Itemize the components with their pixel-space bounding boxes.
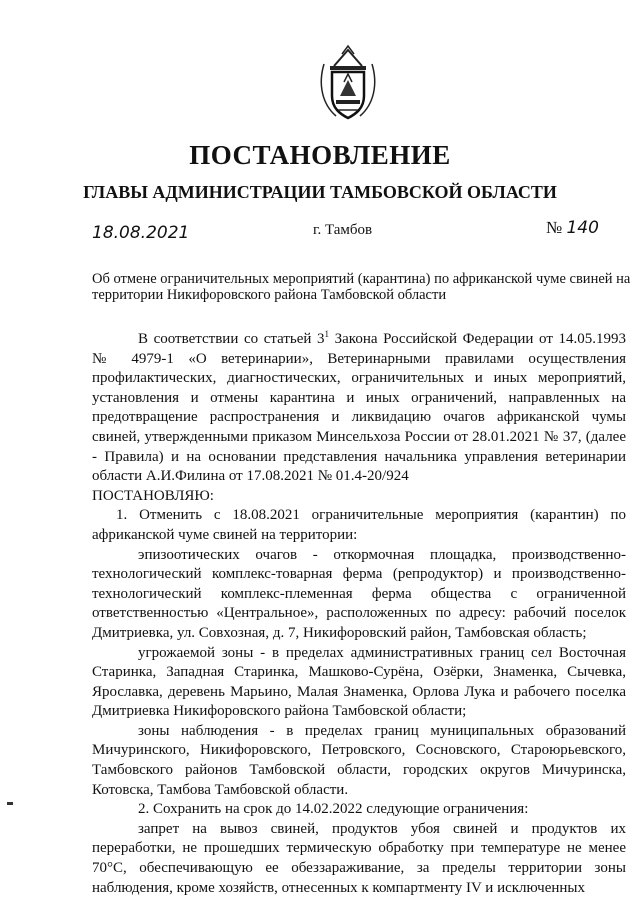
number-value: 140 [566, 218, 599, 238]
document-title: ПОСТАНОВЛЕНИЕ [189, 140, 451, 170]
document-city: г. Тамбов [313, 222, 373, 238]
number-prefix: № [546, 218, 563, 237]
preamble-start: В соответствии со статьей 3 [138, 331, 325, 347]
item-1-epizootic-foci: эпизоотических очагов - откормочная площадка, производственно-технологический комплекс-товарная ферма (репродуктор) и производственно-технологический комплекс-племенная ферма общества с ограниченной ответственностью «Центральное», расположенных по адресу: рабочий поселок Дмитриевка, ул. Совхозная, д. 7, Никифоровский район, Тамбовская область; [92, 546, 626, 641]
document-body [92, 330, 626, 898]
item-1: 1. Отменить с 18.08.2021 ограничительные мероприятия (карантин) по африканской чуме свиней на территории: [92, 507, 626, 543]
article-superscript: 1 [324, 329, 330, 339]
item-1-observation-zone: зоны наблюдения - в пределах границ муниципальных образований Мичуринского, Никифоровского, Петровского, Сосновского, Староюрьевского, Тамбовского районов Тамбовской области, городских округов Мичуринска, Котовска, Тамбова Тамбовской области. [92, 722, 626, 798]
document-date: 18.08.2021 [92, 223, 190, 243]
issuing-authority: ГЛАВЫ АДМИНИСТРАЦИИ ТАМБОВСКОЙ ОБЛАСТИ [83, 182, 557, 202]
document-number [546, 218, 599, 238]
document-subject: Об отмене ограничительных мероприятий (карантина) по африканской чуме свиней на территории Никифоровского района Тамбовской области [92, 271, 631, 303]
scan-mark [7, 802, 13, 805]
item-2: 2. Сохранить на срок до 14.02.2022 следующие ограничения: [138, 801, 529, 818]
preamble-paragraph [92, 330, 626, 487]
item-2-export-ban: запрет на вывоз свиней, продуктов убоя свиней и продуктов их переработки, не прошедших термическую обработку при температуре не менее 70°С, обеспечивающую ее обеззараживание, за пределы территории зоны наблюдения, кроме хозяйств, отнесенных к компартменту IV и исключенных [92, 820, 626, 896]
decree-heading: ПОСТАНОВЛЯЮ: [92, 487, 214, 504]
preamble-rest: Закона Российской Федерации от 14.05.1993 № 4979-1 «О ветеринарии», Ветеринарными правилами осуществления профилактических, диагностических, ограничительных и иных мероприятий, установления и отмены карантина и иных ограничений, направленных на предотвращение распространения и ликвидацию очагов африканской чумы свиней, утвержденными приказом Минсельхоза России от 28.01.2021 № 37, (далее - Правила) и на основании представления начальника управления ветеринарии области А.И.Филина от 17.08.2021 № 01.4-20/924 [92, 331, 626, 485]
item-1-threatened-zone: угрожаемой зоны - в пределах административных границ сел Восточная Старинка, Западная Старинка, Машково-Сурёна, Озёрки, Знаменка, Сычевка, Ярославка, деревень Марьино, Малая Знаменка, Орлова Лука и рабочего поселка Дмитриевка Никифоровского района Тамбовской области; [92, 644, 626, 720]
coat-of-arms-emblem [316, 44, 380, 124]
